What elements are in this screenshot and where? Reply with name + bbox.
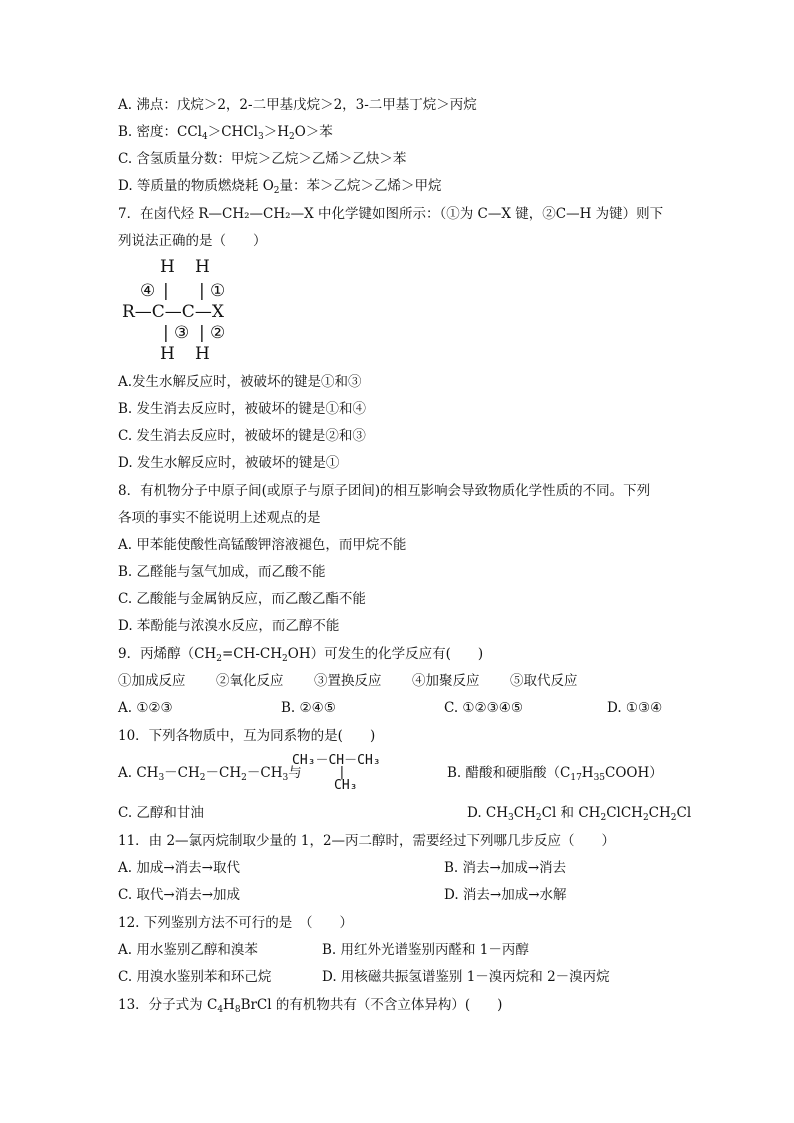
q6-option-c: C. 含氢质量分数：甲烷＞乙烷＞乙烯＞乙炔＞苯 [118,151,407,167]
q9-reaction-2: ②氧化反应 [216,673,284,689]
structure-bond-left-bottom: | [163,323,169,343]
q7-option-c: C. 发生消去反应时，被破坏的键是②和③ [118,428,366,444]
isobutane-main-chain: CH₃－CH－CH₃ [292,753,381,768]
structure-main-chain: R—C—C—X [122,302,224,322]
structure-label-3: ③ [174,323,190,343]
q10-stem: 10．下列各物质中，互为同系物的是( ) [118,728,376,744]
q6-option-d: D. 等质量的物质燃烧耗 $O_2$量：苯＞乙烷＞乙烯＞甲烷 [118,178,442,196]
structure-h-bottom-2: H [195,344,210,364]
q11-option-a: A. 加成→消去→取代 [118,860,240,876]
q7-stem-line2: 列说法正确的是（ ） [118,233,267,249]
q6-option-a: A. 沸点：戊烷＞2，2-二甲基戊烷＞2，3-二甲基丁烷＞丙烷 [118,97,477,113]
q9-reaction-1: ①加成反应 [118,673,186,689]
q11-stem: 11．由 2—氯丙烷制取少量的 1，2—丙二醇时，需要经过下列哪几步反应（ ） [118,833,616,849]
q7-option-d: D. 发生水解反应时，被破坏的键是① [118,455,340,471]
q11-option-d: D. 消去→加成→水解 [444,887,567,903]
q12-stem: 12. 下列鉴别方法不可行的是 （ ） [118,915,354,931]
q8-option-b: B. 乙醛能与氢气加成，而乙酸不能 [118,564,326,580]
q7-option-a: A.发生水解反应时，被破坏的键是①和③ [118,374,362,390]
haloalkane-bond-structure [118,258,258,362]
q12-option-a: A. 用水鉴别乙醇和溴苯 [118,942,258,958]
q8-option-d: D. 苯酚能与浓溴水反应，而乙醇不能 [118,618,340,634]
structure-bond-left-top: | [163,281,169,301]
q7-option-b: B. 发生消去反应时，被破坏的键是①和④ [118,401,367,417]
q9-option-d: D. ①③④ [607,700,663,716]
structure-label-4: ④ [140,281,156,301]
q8-option-c: C. 乙酸能与金属钠反应，而乙酸乙酯不能 [118,591,366,607]
q9-option-a: A. ①②③ [118,700,173,716]
structure-bond-right-top: | [199,281,205,301]
structure-h-top-2: H [195,257,210,277]
q9-stem: 9．丙烯醇$(CH_2=CH-CH_2OH)$可发生的化学反应有( ) [118,646,484,664]
isobutane-structure [292,753,412,795]
q13-stem: 13．分子式为 $C_4H_8BrCl$ 的有机物共有（不含立体异构）( ) [118,997,503,1015]
q11-option-b: B. 消去→加成→消去 [444,860,567,876]
structure-bond-right-bottom: | [199,323,205,343]
q8-option-a: A. 甲苯能使酸性高锰酸钾溶液褪色，而甲烷不能 [118,537,407,553]
q9-option-b: B. ②④⑤ [281,700,336,716]
q12-option-b: B. 用红外光谱鉴别丙醛和 1－丙醇 [322,942,529,958]
q8-stem-line2: 各项的事实不能说明上述观点的是 [118,510,321,526]
structure-label-1: ① [210,281,226,301]
isobutane-methyl-branch: CH₃ [334,778,358,793]
q9-reaction-3: ③置换反应 [314,673,382,689]
q10-option-a: A. $CH_3-CH_2-CH_2-CH_3$与 [118,765,302,783]
q9-reaction-4: ④加聚反应 [412,673,480,689]
q10-option-c: C. 乙醇和甘油 [118,805,204,821]
q7-stem-line1: 7．在卤代烃 R—CH₂—CH₂—X 中化学键如图所示：（①为 C—X 键，②C—H 为键）则下 [118,206,664,222]
q9-option-c: C. ①②③④⑤ [444,700,523,716]
structure-h-top-1: H [160,257,175,277]
q8-stem-line1: 8．有机物分子中原子间(或原子与原子团间)的相互影响会导致物质化学性质的不同。下列 [118,483,651,499]
q12-option-c: C. 用溴水鉴别苯和环己烷 [118,969,272,985]
structure-label-2: ② [210,323,226,343]
structure-h-bottom-1: H [160,344,175,364]
q11-option-c: C. 取代→消去→加成 [118,887,241,903]
q10-option-b: B. 醋酸和硬脂酸$(C_{17}H_{35}COOH)$ [447,765,663,783]
q12-option-d: D. 用核磁共振氢谱鉴别 1－溴丙烷和 2－溴丙烷 [322,969,610,985]
q6-option-b: B. 密度：$CCl_4>CHCl_3>H_2O>$苯 [118,124,333,142]
isobutane-branch-bond: | [338,765,346,780]
q9-reaction-5: ⑤取代反应 [510,673,578,689]
q10-option-d: D. $CH_3CH_2Cl$ 和 $CH_2ClCH_2CH_2Cl$ [467,805,692,823]
